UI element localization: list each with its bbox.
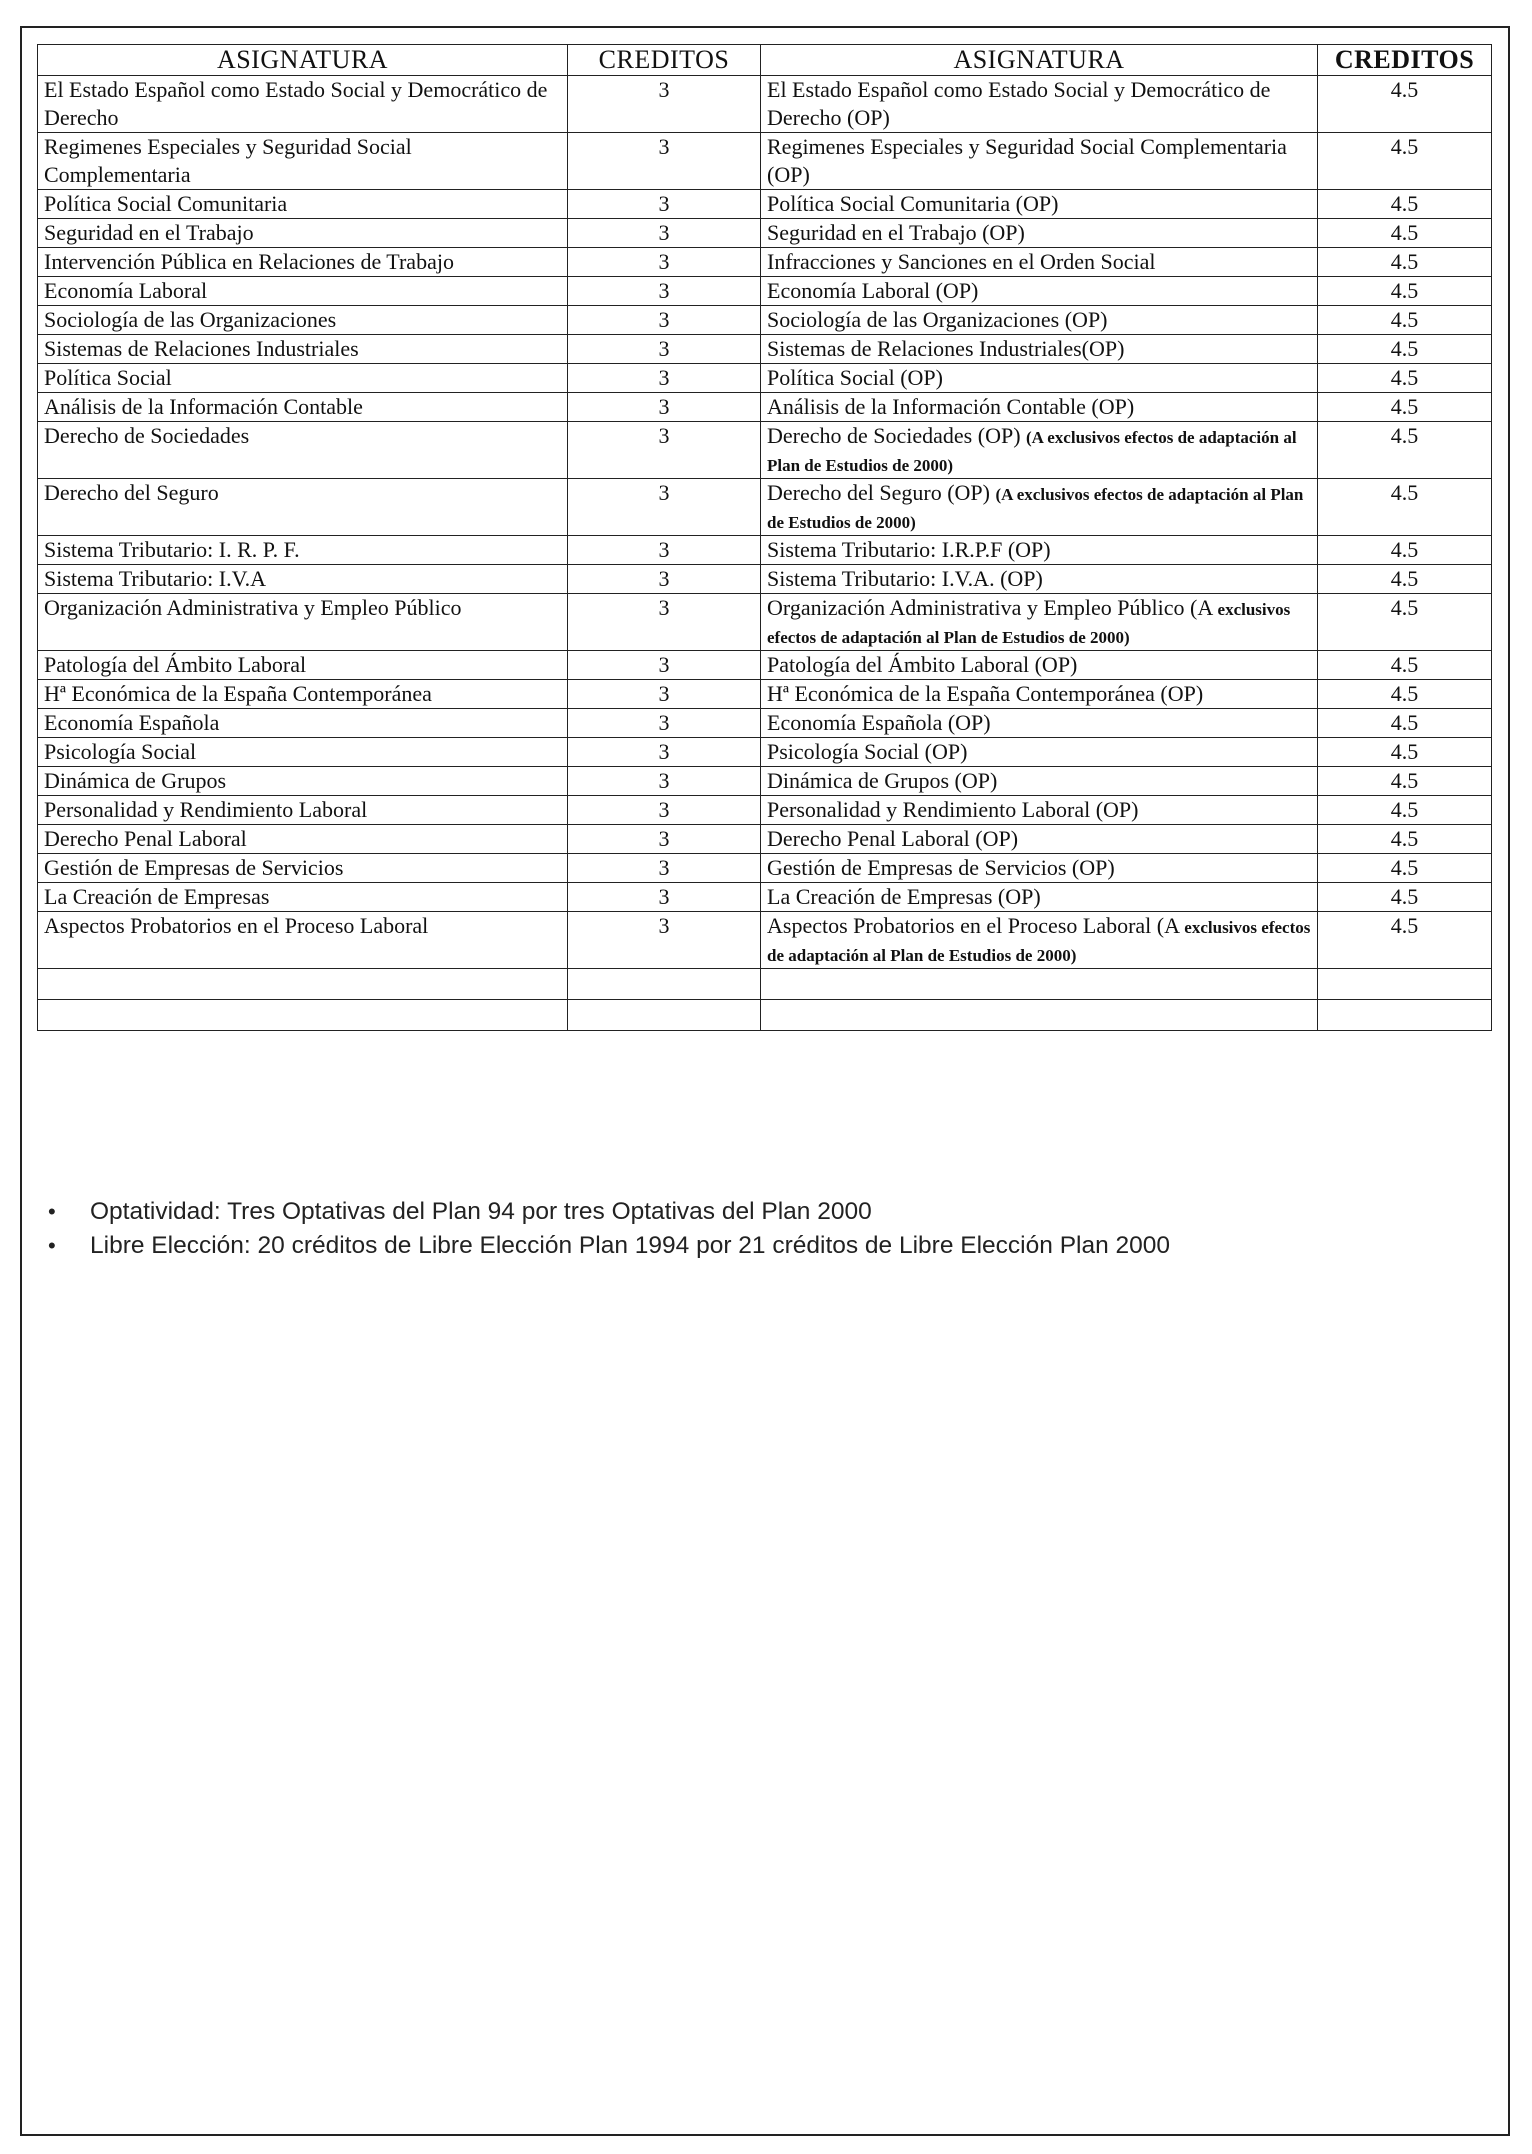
table-row [38, 536, 1492, 565]
credits-2000: 4.5 [1318, 883, 1492, 912]
subject-2000 [761, 422, 1318, 479]
credits-2000: 4.5 [1318, 393, 1492, 422]
subject-2000-label: Derecho Penal Laboral (OP) [767, 826, 1019, 851]
subject-1994: Economía Española [38, 709, 568, 738]
subject-2000 [761, 190, 1318, 219]
empty-cell [38, 1000, 568, 1031]
subject-2000 [761, 767, 1318, 796]
note-text: Libre Elección: 20 créditos de Libre Elección Plan 1994 por 21 créditos de Libre Elección Plan 2000 [90, 1232, 1171, 1259]
credits-1994: 3 [568, 767, 761, 796]
subject-2000-label: Análisis de la Información Contable (OP) [767, 394, 1135, 419]
subject-2000-label: Sistemas de Relaciones Industriales(OP) [767, 336, 1125, 361]
header-creditos-2000: CREDITOS [1318, 45, 1492, 76]
subject-2000-label: Política Social (OP) [767, 365, 943, 390]
credits-1994: 3 [568, 709, 761, 738]
table-row [38, 738, 1492, 767]
subject-1994: Organización Administrativa y Empleo Público [38, 594, 568, 651]
credits-2000: 4.5 [1318, 364, 1492, 393]
empty-row [38, 969, 1492, 1000]
subject-2000-label: Psicología Social (OP) [767, 739, 968, 764]
empty-cell [1318, 1000, 1492, 1031]
credits-2000: 4.5 [1318, 565, 1492, 594]
subject-1994: Derecho de Sociedades [38, 422, 568, 479]
subject-1994: Derecho Penal Laboral [38, 825, 568, 854]
header-creditos-1994: CREDITOS [568, 45, 761, 76]
subject-1994: Gestión de Empresas de Servicios [38, 854, 568, 883]
subject-2000 [761, 479, 1318, 536]
subject-2000 [761, 248, 1318, 277]
adaptation-note: exclusivos efectos de adaptación al Plan de Estudios de 2000) [767, 918, 1311, 965]
subject-2000 [761, 912, 1318, 969]
table-row [38, 594, 1492, 651]
subject-1994: Política Social Comunitaria [38, 190, 568, 219]
table-row [38, 248, 1492, 277]
subject-1994: Intervención Pública en Relaciones de Trabajo [38, 248, 568, 277]
credits-2000: 4.5 [1318, 854, 1492, 883]
table-row [38, 825, 1492, 854]
subject-2000-label: La Creación de Empresas (OP) [767, 884, 1041, 909]
credits-2000: 4.5 [1318, 738, 1492, 767]
note-text: Optatividad: Tres Optativas del Plan 94 por tres Optativas del Plan 2000 [90, 1198, 872, 1225]
credits-2000: 4.5 [1318, 709, 1492, 738]
credits-1994: 3 [568, 335, 761, 364]
subject-2000 [761, 738, 1318, 767]
credits-1994: 3 [568, 565, 761, 594]
credits-1994: 3 [568, 219, 761, 248]
credits-2000: 4.5 [1318, 767, 1492, 796]
subject-2000 [761, 680, 1318, 709]
credits-1994: 3 [568, 76, 761, 133]
subject-1994: Análisis de la Información Contable [38, 393, 568, 422]
subject-2000 [761, 277, 1318, 306]
subject-2000-label: Personalidad y Rendimiento Laboral (OP) [767, 797, 1139, 822]
table-row [38, 364, 1492, 393]
credits-2000: 4.5 [1318, 76, 1492, 133]
credits-1994: 3 [568, 883, 761, 912]
credits-2000: 4.5 [1318, 479, 1492, 536]
subject-2000-label: Aspectos Probatorios en el Proceso Laboral (A [767, 913, 1179, 938]
adaptation-note: exclusivos efectos de adaptación al Plan de Estudios de 2000) [767, 600, 1291, 647]
subject-1994: Aspectos Probatorios en el Proceso Laboral [38, 912, 568, 969]
table-header-row [38, 45, 1492, 76]
table-row [38, 335, 1492, 364]
credits-1994: 3 [568, 393, 761, 422]
credits-1994: 3 [568, 479, 761, 536]
subject-2000-label: Política Social Comunitaria (OP) [767, 191, 1059, 216]
subject-2000-label: Regimenes Especiales y Seguridad Social Complementaria (OP) [767, 134, 1287, 187]
credits-2000: 4.5 [1318, 796, 1492, 825]
subject-1994: Sistema Tributario: I.V.A [38, 565, 568, 594]
note-optatividad [42, 1195, 1170, 1229]
subject-2000-label: Derecho de Sociedades (OP) [767, 423, 1021, 448]
notes-list [42, 1195, 1170, 1263]
subject-2000 [761, 133, 1318, 190]
subject-1994: La Creación de Empresas [38, 883, 568, 912]
credits-2000: 4.5 [1318, 536, 1492, 565]
subject-2000-label: Patología del Ámbito Laboral (OP) [767, 652, 1078, 677]
subject-1994: Economía Laboral [38, 277, 568, 306]
empty-cell [1318, 969, 1492, 1000]
credits-2000: 4.5 [1318, 912, 1492, 969]
subject-1994: Política Social [38, 364, 568, 393]
adaptation-note: (A exclusivos efectos de adaptación al Plan de Estudios de 2000) [767, 428, 1297, 475]
subject-2000 [761, 364, 1318, 393]
credits-2000: 4.5 [1318, 277, 1492, 306]
empty-cell [38, 969, 568, 1000]
subject-2000 [761, 709, 1318, 738]
subject-1994: Dinámica de Grupos [38, 767, 568, 796]
subject-2000-label: Sistema Tributario: I.V.A. (OP) [767, 566, 1043, 591]
note-libre-eleccion [42, 1229, 1170, 1263]
table-row [38, 796, 1492, 825]
subject-2000-label: Gestión de Empresas de Servicios (OP) [767, 855, 1115, 880]
credits-1994: 3 [568, 277, 761, 306]
table-row [38, 709, 1492, 738]
empty-row [38, 1000, 1492, 1031]
empty-cell [761, 969, 1318, 1000]
subject-2000 [761, 219, 1318, 248]
credits-1994: 3 [568, 912, 761, 969]
table-row [38, 883, 1492, 912]
credits-1994: 3 [568, 422, 761, 479]
subject-2000-label: Infracciones y Sanciones en el Orden Social [767, 249, 1156, 274]
credits-2000: 4.5 [1318, 680, 1492, 709]
subject-2000 [761, 796, 1318, 825]
equivalence-table [37, 44, 1492, 1031]
credits-2000: 4.5 [1318, 248, 1492, 277]
empty-cell [568, 1000, 761, 1031]
subject-1994: Psicología Social [38, 738, 568, 767]
credits-1994: 3 [568, 854, 761, 883]
table-row [38, 767, 1492, 796]
subject-1994: Seguridad en el Trabajo [38, 219, 568, 248]
subject-1994: El Estado Español como Estado Social y Democrático de Derecho [38, 76, 568, 133]
subject-2000 [761, 335, 1318, 364]
subject-2000-label: Economía Laboral (OP) [767, 278, 979, 303]
table-row [38, 277, 1492, 306]
subject-2000-label: Hª Económica de la España Contemporánea (OP) [767, 681, 1204, 706]
subject-1994: Regimenes Especiales y Seguridad Social Complementaria [38, 133, 568, 190]
empty-cell [568, 969, 761, 1000]
credits-1994: 3 [568, 680, 761, 709]
credits-2000: 4.5 [1318, 594, 1492, 651]
credits-1994: 3 [568, 306, 761, 335]
subject-2000-label: Derecho del Seguro (OP) [767, 480, 990, 505]
subject-1994: Hª Económica de la España Contemporánea [38, 680, 568, 709]
subject-1994: Derecho del Seguro [38, 479, 568, 536]
table-row [38, 190, 1492, 219]
credits-1994: 3 [568, 738, 761, 767]
subject-2000-label: Dinámica de Grupos (OP) [767, 768, 998, 793]
table-row [38, 912, 1492, 969]
credits-1994: 3 [568, 190, 761, 219]
table-row [38, 680, 1492, 709]
credits-2000: 4.5 [1318, 219, 1492, 248]
subject-1994: Patología del Ámbito Laboral [38, 651, 568, 680]
credits-1994: 3 [568, 594, 761, 651]
subject-1994: Sistemas de Relaciones Industriales [38, 335, 568, 364]
credits-2000: 4.5 [1318, 190, 1492, 219]
table-row [38, 565, 1492, 594]
credits-1994: 3 [568, 825, 761, 854]
table-row [38, 422, 1492, 479]
subject-2000-label: Seguridad en el Trabajo (OP) [767, 220, 1025, 245]
credits-1994: 3 [568, 796, 761, 825]
subject-2000 [761, 854, 1318, 883]
table-row [38, 76, 1492, 133]
credits-1994: 3 [568, 651, 761, 680]
subject-2000 [761, 76, 1318, 133]
subject-2000-label: Sistema Tributario: I.R.P.F (OP) [767, 537, 1051, 562]
credits-1994: 3 [568, 133, 761, 190]
header-asignatura-2000: ASIGNATURA [761, 45, 1318, 76]
subject-2000 [761, 565, 1318, 594]
subject-2000 [761, 594, 1318, 651]
subject-2000 [761, 651, 1318, 680]
credits-2000: 4.5 [1318, 133, 1492, 190]
empty-cell [761, 1000, 1318, 1031]
credits-2000: 4.5 [1318, 422, 1492, 479]
table-row [38, 479, 1492, 536]
adaptation-note: (A exclusivos efectos de adaptación al Plan de Estudios de 2000) [767, 485, 1304, 532]
table-row [38, 854, 1492, 883]
subject-2000-label: Sociología de las Organizaciones (OP) [767, 307, 1108, 332]
subject-1994: Personalidad y Rendimiento Laboral [38, 796, 568, 825]
table-row [38, 306, 1492, 335]
credits-1994: 3 [568, 364, 761, 393]
credits-1994: 3 [568, 248, 761, 277]
table-row [38, 393, 1492, 422]
credits-2000: 4.5 [1318, 335, 1492, 364]
table-row [38, 219, 1492, 248]
table-row [38, 133, 1492, 190]
credits-1994: 3 [568, 536, 761, 565]
bullet-icon: • [48, 1199, 56, 1224]
credits-2000: 4.5 [1318, 651, 1492, 680]
table-row [38, 651, 1492, 680]
credits-2000: 4.5 [1318, 825, 1492, 854]
subject-2000 [761, 536, 1318, 565]
subject-2000 [761, 393, 1318, 422]
subject-2000-label: El Estado Español como Estado Social y Democrático de Derecho (OP) [767, 77, 1271, 130]
subject-2000 [761, 883, 1318, 912]
subject-2000-label: Economía Española (OP) [767, 710, 991, 735]
subject-2000 [761, 825, 1318, 854]
credits-2000: 4.5 [1318, 306, 1492, 335]
bullet-icon: • [48, 1233, 56, 1258]
subject-1994: Sistema Tributario: I. R. P. F. [38, 536, 568, 565]
subject-2000-label: Organización Administrativa y Empleo Público (A [767, 595, 1213, 620]
subject-2000 [761, 306, 1318, 335]
subject-1994: Sociología de las Organizaciones [38, 306, 568, 335]
header-asignatura-1994: ASIGNATURA [38, 45, 568, 76]
table-body [38, 76, 1492, 1031]
